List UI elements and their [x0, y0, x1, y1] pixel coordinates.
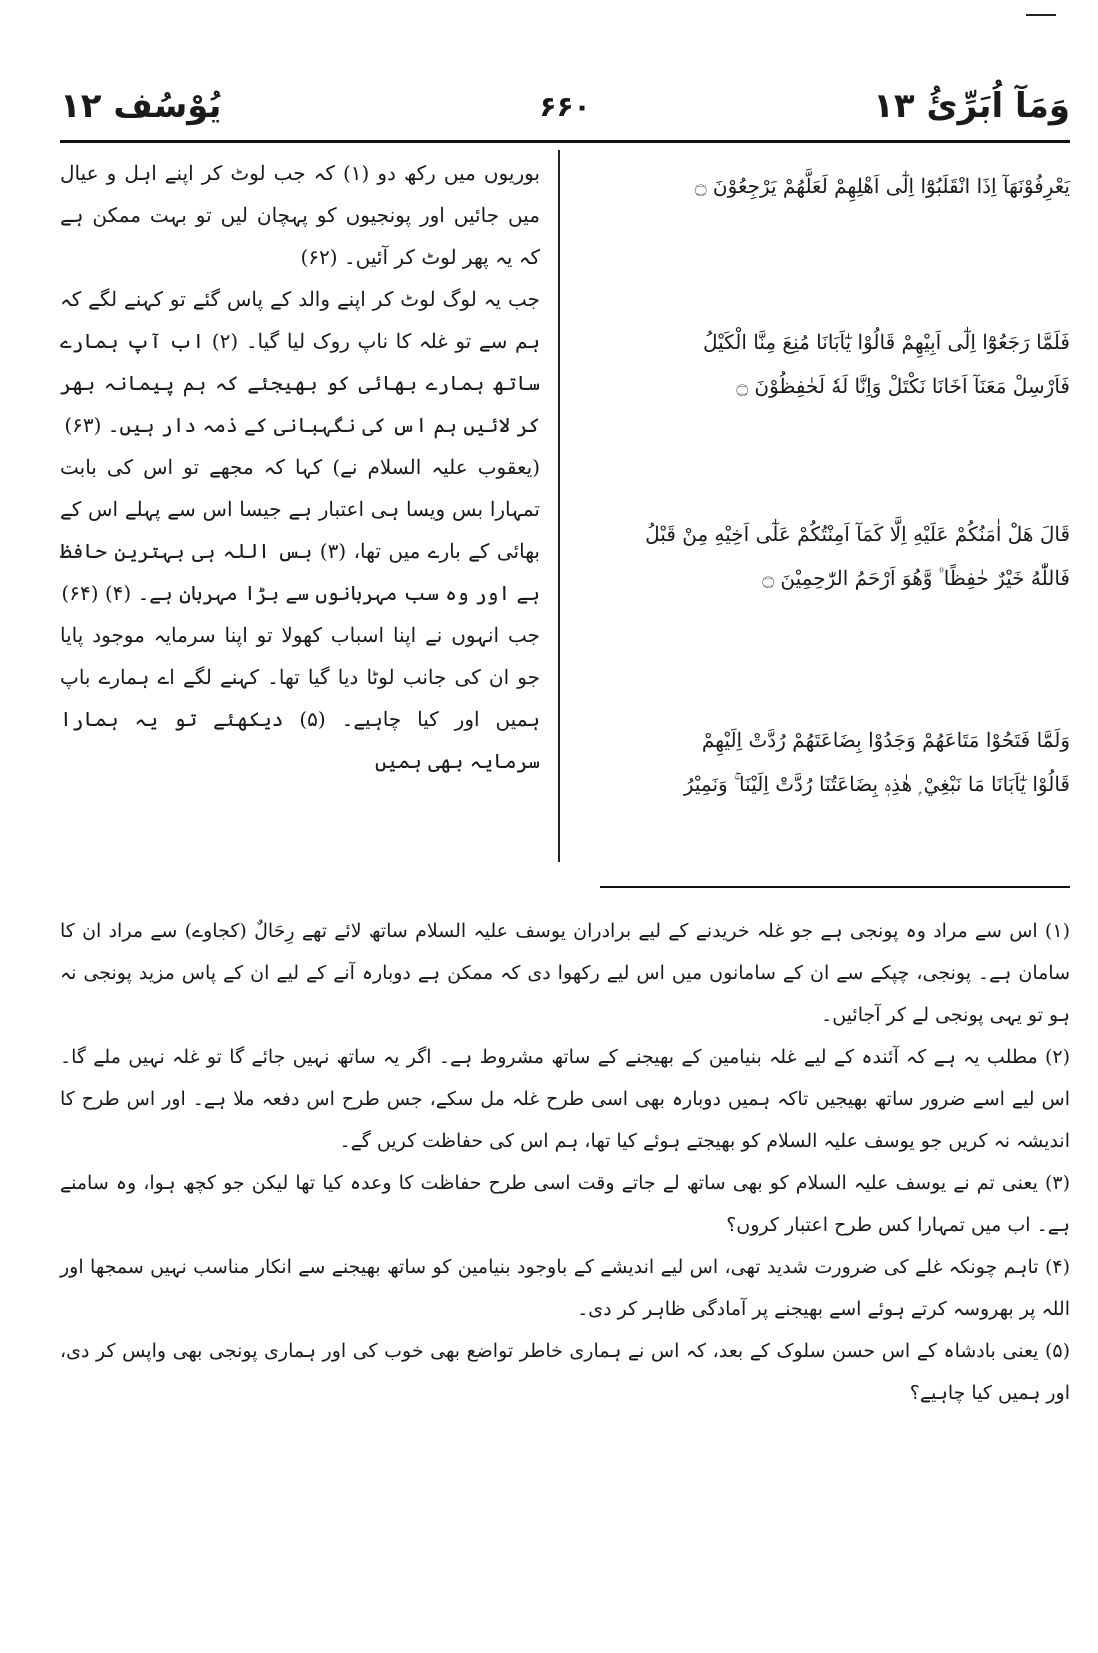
header-rule [60, 140, 1070, 143]
verse-64 [600, 512, 1070, 600]
verse-65 [600, 718, 1070, 806]
verse-line: فَاللّٰهُ خَيْرٌ حٰفِظًا ۠ وَّهُوَ اَرْحَمُ الرّٰحِمِيْنَ ۝ [762, 566, 1070, 590]
surah-name: یُوْسُف ۱۲ [60, 86, 222, 126]
translation-paragraph: بوریوں میں رکھ دو (۱) کہ جب لوٹ کر اپنے اہل و عیال میں جائیں اور پونجیوں کو پہچان لیں تو بہت ممکن ہے کہ یہ پھر لوٹ کر آئیں۔ (۶۲) [60, 161, 540, 269]
translation-paragraph: (یعقوب علیہ السلام نے) کہا کہ مجھے تو اس کی بابت تمہارا بس ویسا ہی اعتبار ہے جیسا اس سے پہلے اس کے بھائی کے بارے میں تھا، (۳) بس اللہ ہی بہترین حافظ ہے اور وہ سب مہربانوں سے بڑا مہربان ہے۔ (۴) (۶۴) [60, 455, 540, 605]
juz-name: وَمَآ اُبَرِّئُ ۱۳ [873, 86, 1070, 126]
footnote-5: (۵) یعنی بادشاہ کے اس حسن سلوک کے بعد، کہ اس نے ہماری خاطر تواضع بھی خوب کی اور ہماری پونجی بھی واپس کر دی، اور ہمیں کیا چاہیے؟ [60, 1340, 1070, 1404]
verse-line: قَالَ هَلْ اٰمَنُكُمْ عَلَيْهِ اِلَّا كَمَآ اَمِنْتُكُمْ عَلٰٓى اَخِيْهِ مِنْ قَبْلُ [645, 522, 1070, 546]
page-number: ۶۶۰ [539, 90, 591, 123]
translation-paragraph: جب یہ لوگ لوٹ کر اپنے والد کے پاس گئے تو کہنے لگے کہ ہم سے تو غلہ کا ناپ روک لیا گیا۔ (۲) اب آپ ہمارے ساتھ ہمارے بھائی کو بھیجئے کہ ہم پیمانہ بھر کر لائیں ہم اس کی نگہبانی کے ذمہ دار ہیں۔ (۶۳) [60, 287, 541, 437]
verse-62 [600, 164, 1070, 208]
footnotes [60, 910, 1070, 1414]
verse-line: يَعْرِفُوْنَهَآ اِذَا انْقَلَبُوْٓا اِلٰٓى اَهْلِهِمْ لَعَلَّهُمْ يَرْجِعُوْنَ ۝ [694, 174, 1070, 198]
top-corner-rule [1026, 14, 1056, 16]
verse-line: وَلَمَّا فَتَحُوْا مَتَاعَهُمْ وَجَدُوْا بِضَاعَتَهُمْ رُدَّتْ اِلَيْهِمْ [701, 728, 1070, 752]
translation-paragraph: جب انہوں نے اپنا اسباب کھولا تو اپنا سرمایہ موجود پایا جو ان کی جانب لوٹا دیا گیا تھا۔ کہنے لگے اے ہمارے باپ ہمیں اور کیا چاہیے۔ (۵) دیکھئے تو یہ ہمارا سرمایہ بھی ہمیں [60, 623, 540, 773]
column-divider [558, 150, 560, 862]
footnote-2: (۲) مطلب یہ ہے کہ آئندہ کے لیے غلہ بنیامین کے بھیجنے کے ساتھ مشروط ہے۔ اگر یہ ساتھ نہیں جائے گا تو غلہ نہیں ملے گا۔ اس لیے اسے ضرور ساتھ بھیجیں تاکہ ہمیں دوبارہ بھی اسی طرح غلہ مل سکے، جس طرح اس دفعہ ملا ہے۔ اور اس طرح کا اندیشہ نہ کریں جو یوسف علیہ السلام کو بھیجتے ہوئے کیا تھا، ہم اس کی حفاظت کریں گے۔ [60, 1046, 1070, 1152]
footnote-1: (۱) اس سے مراد وہ پونجی ہے جو غلہ خریدنے کے لیے برادران یوسف علیہ السلام ساتھ لائے تھے رِحَالٌ (کجاوے) سے مراد ان کا سامان ہے۔ پونجی، چپکے سے ان کے سامانوں میں اس لیے رکھوا دی کہ ممکن ہے دوبارہ آنے کے لیے ان کے پاس مزید پونجی نہ ہو تو یہی پونجی لے کر آجائیں۔ [60, 920, 1070, 1026]
urdu-translation-column [60, 152, 540, 782]
footnote-3: (۳) یعنی تم نے یوسف علیہ السلام کو بھی ساتھ لے جاتے وقت اسی طرح حفاظت کا وعدہ کیا تھا لیکن جو کچھ ہوا، وہ سامنے ہے۔ اب میں تمہارا کس طرح اعتبار کروں؟ [60, 1172, 1070, 1236]
verse-line: قَالُوْا يٰٓاَبَانَا مَا نَبْغِيْ ۭ هٰذِهٖ بِضَاعَتُنَا رُدَّتْ اِلَيْنَا ۚ وَنَمِيْرُ [683, 772, 1070, 796]
verse-line: فَلَمَّا رَجَعُوْٓا اِلٰٓى اَبِيْهِمْ قَالُوْا يٰٓاَبَانَا مُنِعَ مِنَّا الْكَيْلُ [703, 330, 1070, 354]
verse-line: فَاَرْسِلْ مَعَنَآ اَخَانَا نَكْتَلْ وَاِنَّا لَهٗ لَحٰفِظُوْنَ ۝ [736, 374, 1070, 398]
verse-63 [600, 320, 1070, 408]
footnote-4: (۴) تاہم چونکہ غلے کی ضرورت شدید تھی، اس لیے اندیشے کے باوجود بنیامین کو ساتھ بھیجنے سے انکار مناسب نہیں سمجھا اور اللہ پر بھروسہ کرتے ہوئے اسے بھیجنے پر آمادگی ظاہر کر دی۔ [60, 1256, 1070, 1320]
footnote-rule [600, 886, 1070, 888]
page-header [60, 80, 1070, 140]
